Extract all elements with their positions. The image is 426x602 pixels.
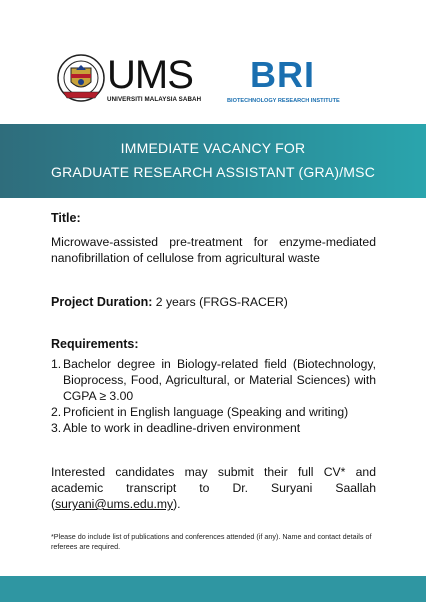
requirement-number: 3. [51, 421, 62, 435]
requirements-heading: Requirements: [51, 337, 139, 351]
ums-logo-text: UMS [107, 53, 193, 97]
requirements-list [51, 356, 376, 436]
footer-bar [0, 576, 426, 602]
title-text: Microwave-assisted pre-treatment for enzyme-mediated nanofibrillation of cellulose from agricultural waste [51, 235, 376, 265]
banner-line-2: GRADUATE RESEARCH ASSISTANT (GRA)/MSC [51, 164, 375, 180]
title-heading: Title: [51, 211, 81, 225]
university-seal-icon [57, 52, 105, 104]
instructions-end: ). [173, 497, 181, 511]
banner-line-1: IMMEDIATE VACANCY FOR [120, 140, 306, 156]
requirement-item [51, 404, 376, 420]
contact-email-link[interactable]: suryani@ums.edu.my [55, 497, 174, 511]
requirement-number: 2. [51, 405, 62, 419]
requirement-text: Proficient in English language (Speaking and writing) [63, 405, 349, 419]
logo-header [0, 52, 426, 112]
requirement-item [51, 420, 376, 436]
requirement-text: Able to work in deadline-driven environment [63, 421, 301, 435]
requirement-number: 1. [51, 357, 62, 371]
project-duration [51, 294, 288, 310]
duration-heading: Project Duration: [51, 295, 153, 309]
bri-logo-subtitle: BIOTECHNOLOGY RESEARCH INSTITUTE [227, 98, 340, 104]
instructions-text: Interested candidates may submit their full CV* and academic transcript to Dr. Suryani Saallah ( [51, 465, 376, 511]
application-instructions [51, 464, 376, 512]
ums-logo-subtitle: UNIVERSITI MALAYSIA SABAH [107, 96, 202, 103]
requirement-text: Bachelor degree in Biology-related field (Biotechnology, Bioprocess, Food, Agricultural, or Material Sciences) with CGPA ≥ 3.00 [63, 357, 376, 403]
vacancy-banner [0, 124, 426, 198]
bri-logo-text: BRI [250, 54, 315, 95]
duration-value: 2 years (FRGS-RACER) [152, 295, 288, 309]
requirement-item [51, 356, 376, 404]
footnote: *Please do include list of publications and conferences attended (if any). Name and contact details of referees are required. [51, 532, 372, 551]
